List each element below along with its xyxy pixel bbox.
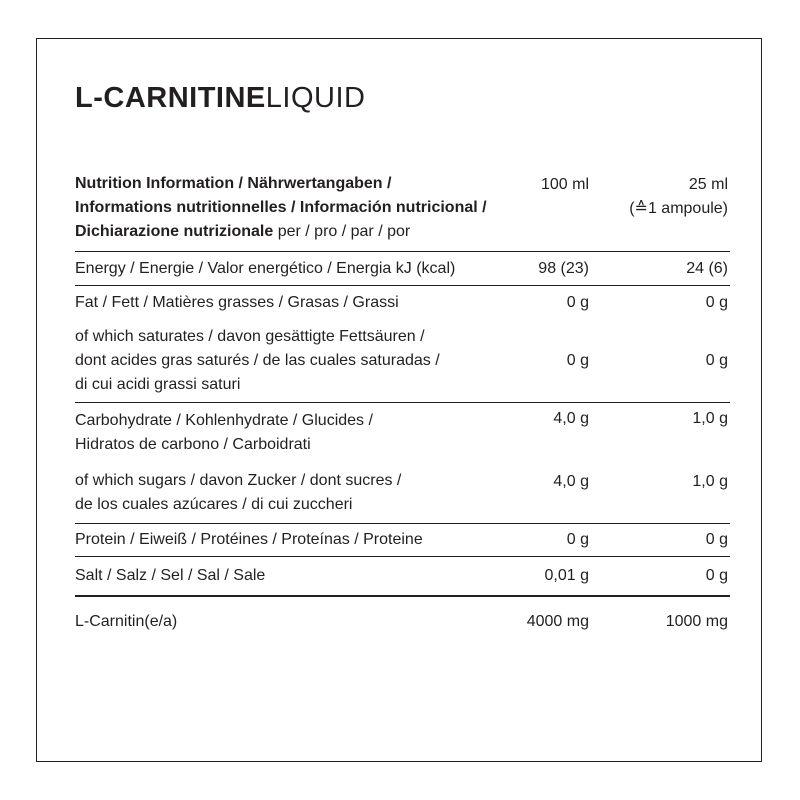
row-label: Protein / Eiweiß / Protéines / Proteínas / Proteine [75, 531, 423, 548]
row-label: Fat / Fett / Matières grasses / Grasas / Grassi [75, 293, 399, 311]
header-label [75, 172, 505, 244]
row-value-100ml: 4000 mg [526, 613, 589, 630]
row-label-line: Carbohydrate / Kohlenhydrate / Glucides / [75, 411, 373, 429]
header-line-3-rest: per / pro / par / por [273, 223, 411, 240]
row-value-25ml: 1,0 g [692, 473, 728, 490]
row-label-line: de los cuales azúcares / di cui zuccheri [75, 495, 353, 513]
table-row-saturates [75, 319, 730, 403]
table-row-fat [75, 286, 730, 319]
product-title-bold: L-CARNITINE [75, 82, 266, 114]
row-label: Energy / Energie / Valor energético / Energia kJ (kcal) [75, 259, 456, 277]
header-col-100ml: 100 ml [540, 176, 589, 193]
row-label-line: of which saturates / davon gesättigte Fettsäuren / [75, 327, 425, 345]
table-row-carbohydrate [75, 403, 730, 462]
row-value-25ml: 24 (6) [686, 259, 728, 277]
row-value-100ml: 4,0 g [553, 410, 589, 427]
row-label [75, 325, 505, 397]
header-col-25ml-line1: 25 ml [688, 176, 728, 193]
row-value-25ml: 1000 mg [665, 613, 728, 630]
table-row-energy [75, 252, 730, 286]
product-title [75, 80, 365, 116]
table-row-protein [75, 524, 730, 557]
row-label [75, 469, 505, 517]
row-label-line: dont acides gras saturés / de las cuales saturadas / [75, 351, 440, 369]
header-line-3-bold: Dichiarazione nutrizionale [75, 223, 274, 240]
row-value-25ml: 0 g [705, 293, 728, 311]
row-value-100ml: 0 g [566, 531, 589, 548]
row-label-line: of which sugars / davon Zucker / dont sucres / [75, 471, 402, 489]
table-header [75, 172, 730, 252]
row-value-25ml: 0 g [705, 531, 728, 548]
header-col-25ml-line2: (≙1 ampoule) [629, 200, 728, 217]
row-value-100ml: 0 g [566, 293, 589, 311]
row-value-100ml: 98 (23) [538, 259, 589, 277]
row-value-25ml: 1,0 g [692, 410, 728, 427]
header-line-3 [75, 220, 505, 244]
row-value-100ml: 0,01 g [544, 567, 589, 584]
header-line-1: Nutrition Information / Nährwertangaben / [75, 175, 392, 192]
row-label-line: Hidratos de carbono / Carboidrati [75, 435, 311, 453]
row-value-25ml: 0 g [705, 567, 728, 584]
header-col-25ml [595, 172, 730, 221]
row-label: L-Carnitin(e/a) [75, 613, 178, 630]
header-line-2: Informations nutritionnelles / Información nutricional / [75, 199, 487, 216]
row-label: Salt / Salz / Sel / Sal / Sale [75, 567, 266, 584]
product-title-light: LIQUID [265, 82, 366, 114]
row-value-25ml: 0 g [705, 351, 728, 369]
row-label-line: di cui acidi grassi saturi [75, 375, 241, 393]
table-row-salt [75, 557, 730, 597]
row-label [75, 409, 505, 457]
row-value-100ml: 4,0 g [553, 473, 589, 490]
row-value-100ml: 0 g [566, 351, 589, 369]
table-row-sugars [75, 462, 730, 524]
table-row-l-carnitine [75, 597, 730, 647]
nutrition-table [75, 172, 730, 647]
